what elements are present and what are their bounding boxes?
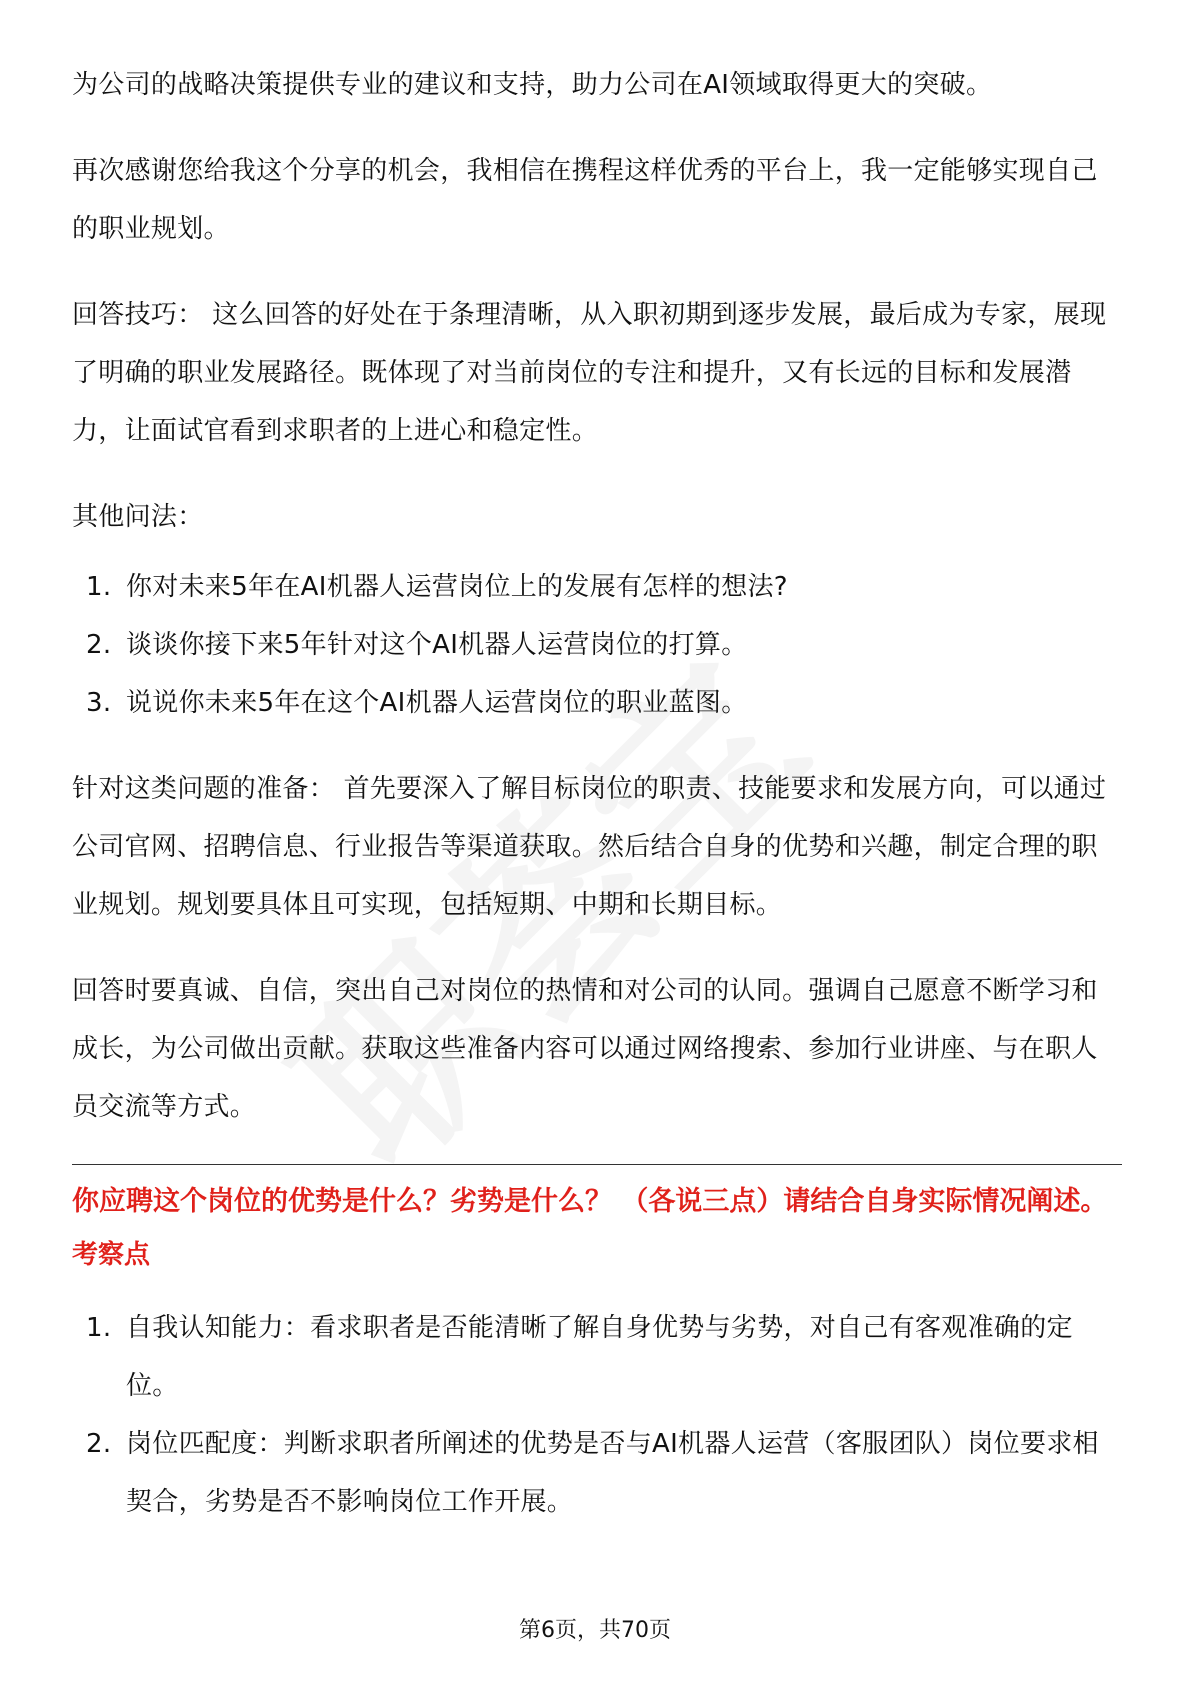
paragraph-preparation: 针对这类问题的准备： 首先要深入了解目标岗位的职责、技能要求和发展方向，可以通过公司官网、招聘信息、行业报告等渠道获取。然后结合自身的优势和兴趣，制定合理的职业规划。规划要具体且可实现，包括短期、中期和长期目标。 [72,774,1107,920]
page-footer: 第6页，共70页 [519,1618,671,1643]
list-item-text: 岗位匹配度：判断求职者所阐述的优势是否与AI机器人运营（客服团队）岗位要求相契合，劣势是否不影响岗位工作开展。 [126,1429,1099,1517]
list-item-text: 自我认知能力：看求职者是否能清晰了解自身优势与劣势，对自己有客观准确的定位。 [126,1313,1073,1401]
list-number: 1. [86,1313,112,1343]
question-title: 你应聘这个岗位的优势是什么？劣势是什么？ （各说三点）请结合自身实际情况阐述。 [72,1186,1108,1217]
list-item [72,558,1122,616]
paragraph-other-questions-heading: 其他问法： [72,502,204,532]
paragraph-closing: 为公司的战略决策提供专业的建议和支持，助力公司在AI领域取得更大的突破。 [72,70,993,100]
list-item-text: 谈谈你接下来5年针对这个AI机器人运营岗位的打算。 [126,630,748,660]
subhead-assessment-points: 考察点 [72,1240,151,1270]
list-number: 3. [86,688,112,718]
list-item [72,674,1122,732]
list-item [72,616,1122,674]
document-page [72,56,1122,1559]
paragraph-answer-tips: 回答技巧： 这么回答的好处在于条理清晰，从入职初期到逐步发展，最后成为专家，展现了明确的职业发展路径。既体现了对当前岗位的专注和提升，又有长远的目标和发展潜力，让面试官看到求职者的上进心和稳定性。 [72,300,1107,446]
list-item-text: 说说你未来5年在这个AI机器人运营岗位的职业蓝图。 [126,688,748,718]
list-number: 2. [86,1429,112,1459]
paragraph-answer-attitude: 回答时要真诚、自信，突出自己对岗位的热情和对公司的认同。强调自己愿意不断学习和成长，为公司做出贡献。获取这些准备内容可以通过网络搜索、参加行业讲座、与在职人员交流等方式。 [72,976,1098,1122]
list-item-text: 你对未来5年在AI机器人运营岗位上的发展有怎样的想法? [126,572,788,602]
assessment-points-list [72,1299,1122,1531]
section-divider [72,1164,1122,1165]
paragraph-thanks: 再次感谢您给我这个分享的机会，我相信在携程这样优秀的平台上，我一定能够实现自己的职业规划。 [72,156,1098,244]
other-questions-list [72,558,1122,732]
list-item [72,1415,1122,1531]
list-number: 1. [86,572,112,602]
list-number: 2. [86,630,112,660]
list-item [72,1299,1122,1415]
